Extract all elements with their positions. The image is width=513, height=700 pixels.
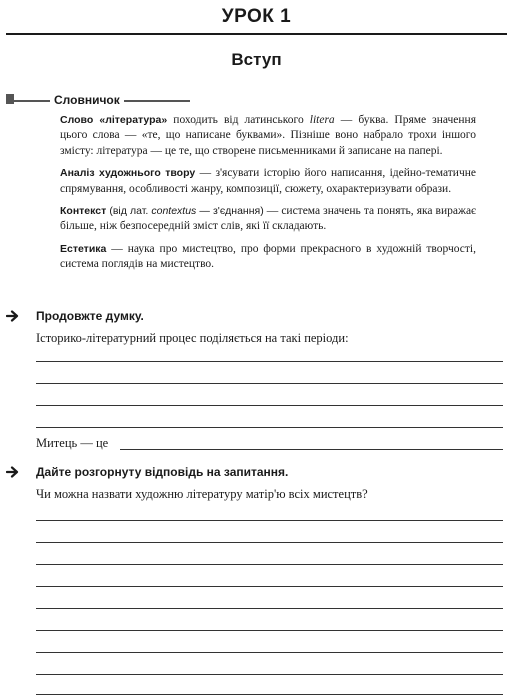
task-heading-continue: Продовжте думку. [36,309,144,323]
glossary-rule-right [124,100,190,102]
arrow-right-icon [6,465,20,479]
lesson-title: УРОК 1 [221,6,292,27]
answer-line[interactable] [36,630,503,631]
arrow-right-icon [6,309,20,323]
glossary-term: Слово «література» [60,114,168,126]
glossary-term: Аналіз художнього твору [60,167,196,180]
glossary-entry-aesthetics: Естетика — наука про мистецтво, про форми прекрасного в художній творчості, система поглядів на мистецтво. [60,242,476,271]
answer-line[interactable] [36,405,503,406]
glossary-term: Контекст [60,205,107,218]
answer-line[interactable] [36,608,503,609]
answer-line[interactable] [36,383,503,384]
answer-line-inline[interactable] [120,449,503,450]
task-prompt-periods: Історико-літературний процес поділяється на такі періоди: [36,331,349,345]
answer-line[interactable] [36,361,503,362]
answer-line[interactable] [36,674,503,675]
answer-line[interactable] [36,542,503,543]
answer-line[interactable] [36,694,503,695]
answer-line[interactable] [36,586,503,587]
glossary-header [6,93,196,109]
glossary-entry-analysis: Аналіз художнього твору — з'ясувати історію його написання, ідейно-тематичне спрямування, особливості жанру, композиції, сюжету, охарактеризувати образи. [60,167,476,195]
answer-line[interactable] [36,427,503,428]
answer-line[interactable] [36,520,503,521]
answer-line[interactable] [36,564,503,565]
glossary-list [60,113,476,280]
glossary-entry-context: Контекст (від лат. contextus — з'єднання) — система значень та понять, яка виражає більше, ніж безпосередній зміст слів, які її складають. [60,205,476,233]
glossary-rule-left [14,100,50,102]
glossary-label: Словничок [54,93,120,107]
header-divider [6,33,507,35]
glossary-marker-icon [6,94,14,104]
answer-line[interactable] [36,652,503,653]
glossary-entry-literature: Слово «література» походить від латинського litera — буква. Пряме значення цього слова — «те, що написане буквами». Пізніше воно набрало трохи іншого змісту: література — це те, що створене письменниками й записане на папері. [60,114,477,157]
section-title: Вступ [231,50,282,69]
task-prompt-artist: Митець — це [36,436,109,450]
task-heading-answer: Дайте розгорнуту відповідь на запитання. [36,465,289,479]
glossary-term: Естетика [60,242,107,255]
task-prompt-question: Чи можна назвати художню літературу матір'ю всіх мистецтв? [36,487,368,501]
